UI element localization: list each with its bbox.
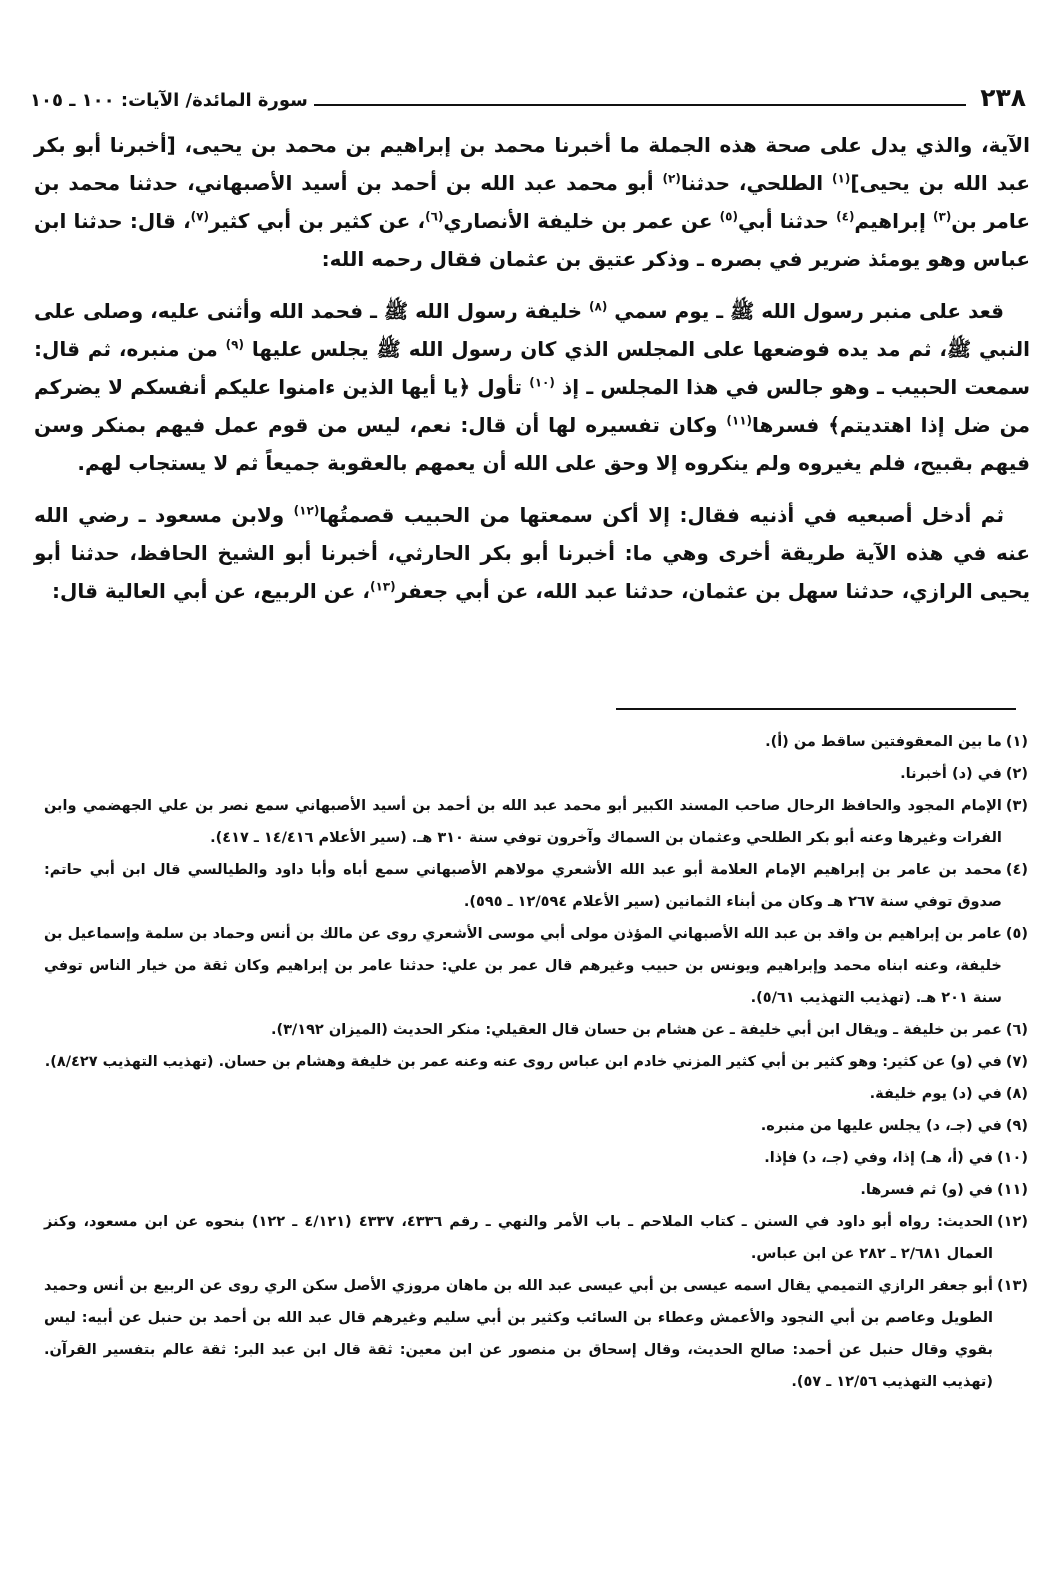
text-run: من منبره، ثم قال: سمعت الحبيب ـ وهو جالس في هذا المجلس ـ إذ — [34, 337, 1030, 399]
footnote-text: في (أ، هـ) إذا، وفي (جـ، د) فإذا. — [764, 1150, 994, 1166]
footnote-ref[interactable]: (٤) — [836, 209, 855, 224]
footnote-number: (١١) — [997, 1182, 1028, 1198]
footnote-number: (٥) — [1005, 926, 1028, 942]
footnote-text: عمر بن خليفة ـ ويقال ابن أبي خليفة ـ عن هشام بن حسان قال العقيلي: منكر الحديث (الميزان ٣/١٩٢). — [270, 1022, 1002, 1038]
footnote-text: أبو جعفر الرازي التميمي يقال اسمه عيسى بن أبي عيسى عبد الله بن ماهان مروزي الأصل سكن الري روى عن الربيع بن أنس وحميد الطويل وعاصم بن أبي النجود والأعمش وعطاء بن السائب وكثير بن أبي سليم وغيرهم قال عبد الله بن أحمد بن حنبل عن أبيه: ليس بقوي وقال حنبل عن أحمد: صالح الحديث، وقال إسحاق بن منصور عن ابن معين: ثقة قال ابن عبد البر: ثقة عالم بتفسير القرآن. (تهذيب التهذيب ١٢/٥٦ ـ ٥٧). — [44, 1278, 994, 1390]
footnotes — [44, 726, 1028, 1398]
footnote-ref[interactable]: (١١) — [726, 413, 753, 428]
footnote-ref[interactable]: (٥) — [719, 209, 738, 224]
footnote-ref[interactable]: (١٣) — [369, 579, 396, 594]
footnote-text: في (و) ثم فسرها. — [860, 1182, 994, 1198]
footnote-ref[interactable]: (١) — [832, 171, 851, 186]
footnote — [44, 1014, 1028, 1046]
footnote — [44, 1206, 1028, 1270]
text-run: أبو محمد عبد الله بن أحمد بن أسيد الأصبهاني، حدثنا محمد بن عامر بن — [34, 171, 1030, 233]
footnote-number: (٧) — [1005, 1054, 1028, 1070]
footnote-ref[interactable]: (١٢) — [293, 503, 320, 518]
header-rule — [314, 104, 966, 106]
footnote-text: في (و) عن كثير: وهو كثير بن أبي كثير المزني خادم ابن عباس روى عنه وعنه عمر بن خليفة وهشام بن حسان. (تهذيب التهذيب ٨/٤٢٧). — [44, 1054, 1002, 1070]
footnote — [44, 1270, 1028, 1398]
footnote — [44, 726, 1028, 758]
footnote-number: (٣) — [1005, 798, 1028, 814]
footnote-separator — [616, 708, 1016, 710]
text-run: الطلحي، حدثنا — [680, 171, 833, 195]
footnote-number: (١٠) — [997, 1150, 1028, 1166]
footnote — [44, 1110, 1028, 1142]
footnote-text: الإمام المجود والحافظ الرحال صاحب المسند الكبير أبو محمد عبد الله بن أحمد بن أسيد الأصبهاني سمع نصر بن علي الجهضمي وابن الفرات وغيرها وعنه أبو بكر الطلحي وعثمان بن السماك وآخرون توفي سنة ٣١٠ هـ. (سير الأعلام ١٤/٤١٦ ـ ٤١٧). — [44, 798, 1002, 846]
footnote-number: (٢) — [1005, 766, 1028, 782]
footnote-number: (٦) — [1005, 1022, 1028, 1038]
paragraph-hadith — [34, 292, 1030, 482]
page-number: ٢٣٨ — [980, 83, 1026, 112]
text-run: تأول ﴿يا أيها الذين ءامنوا عليكم أنفسكم لا يضركم من ضل إذا اهتديتم﴾ فسرها — [34, 375, 1031, 437]
footnote-number: (٩) — [1005, 1118, 1028, 1134]
footnote-ref[interactable]: (٨) — [589, 299, 608, 314]
footnote-text: ما بين المعقوفتين ساقط من (أ). — [765, 734, 1002, 750]
footnote-text: في (جـ، د) يجلس عليها من منبره. — [760, 1118, 1002, 1134]
footnote-number: (١) — [1005, 734, 1028, 750]
footnote-ref[interactable]: (٧) — [190, 209, 209, 224]
running-header — [30, 76, 1026, 110]
footnote-text: الحديث: رواه أبو داود في السنن ـ كتاب الملاحم ـ باب الأمر والنهي ـ رقم ٤٣٣٦، ٤٣٣٧ (٤/١٢١ ـ ١٢٢) بنحوه عن ابن مسعود، وكنز العمال ٢/٦٨١ ـ ٢٨٢ عن ابن عباس. — [44, 1214, 994, 1262]
footnote-number: (٤) — [1005, 862, 1028, 878]
text-run: ، قال: حدثنا ابن عباس وهو يومئذ ضرير في بصره ـ وذكر عتيق بن عثمان فقال رحمه الله: — [34, 209, 1030, 271]
paragraph-ibn-masud — [34, 496, 1030, 610]
text-run: حدثنا أبي — [737, 209, 837, 233]
text-run: ، عن كثير بن أبي كثير — [208, 209, 426, 233]
footnote-number: (١٢) — [997, 1214, 1028, 1230]
footnote — [44, 1142, 1028, 1174]
footnote — [44, 918, 1028, 1014]
footnote-text: عامر بن إبراهيم بن واقد بن عبد الله الأصبهاني المؤذن مولى أبي موسى الأشعري روى عن مالك بن أنس وحماد بن سلمة وإسماعيل بن خليفة، وعنه ابناه محمد وإبراهيم ويونس بن حبيب وغيرهم قال عمر بن علي: حدثنا عامر بن إبراهيم وكان ثقة من خيار الناس توفي سنة ٢٠١ هـ. (تهذيب التهذيب ٥/٦١). — [44, 926, 1002, 1006]
text-run: عن عمر بن خليفة الأنصاري — [443, 209, 720, 233]
text-run: الآية، والذي يدل على صحة هذه الجملة ما أخبرنا محمد بن إبراهيم بن محمد بن يحيى، [أخبرنا أبو بكر عبد الله بن يحيى] — [34, 133, 1030, 195]
footnote-ref[interactable]: (٦) — [425, 209, 444, 224]
footnote — [44, 758, 1028, 790]
footnote-ref[interactable]: (٢) — [662, 171, 681, 186]
paragraph-isnad — [34, 126, 1030, 278]
footnote — [44, 1174, 1028, 1206]
text-run: قعد على منبر رسول الله ﷺ ـ يوم سمي — [607, 299, 1005, 323]
footnote-number: (١٣) — [997, 1278, 1028, 1294]
footnote — [44, 1078, 1028, 1110]
text-run: ثم أدخل أصبعيه في أذنيه فقال: إلا أكن سمعتها من الحبيب قصمتُها — [319, 503, 1004, 527]
text-run: إبراهيم — [854, 209, 933, 233]
footnote — [44, 854, 1028, 918]
footnote-text: محمد بن عامر بن إبراهيم الإمام العلامة أبو عبد الله الأشعري مولاهم الأصبهاني سمع أباه وأبا داود والطيالسي قال ابن أبي حاتم: صدوق توفي سنة ٢٦٧ هـ وكان من أبناء الثمانين (سير الأعلام ١٢/٥٩٤ ـ ٥٩٥). — [44, 862, 1002, 910]
footnote — [44, 790, 1028, 854]
footnote-text: في (د) أخبرنا. — [900, 766, 1002, 782]
footnote-ref[interactable]: (٩) — [225, 337, 244, 352]
text-run: ولابن مسعود ـ رضي الله عنه في هذه الآية طريقة أخرى وهي ما: أخبرنا أبو بكر الحارثي، أخبرنا أبو الشيخ الحافظ، حدثنا أبو يحيى الرازي، حدثنا سهل بن عثمان، حدثنا عبد الله، عن أبي جعفر — [34, 503, 1030, 603]
footnote-text: في (د) يوم خليفة. — [869, 1086, 1002, 1102]
main-text — [34, 126, 1030, 624]
text-run: وكان تفسيره لها أن قال: نعم، ليس من قوم عمل فيهم بمنكر وسن فيهم بقبيح، فلم يغيروه ولم ينكروه إلا وحق على الله أن يعمهم بالعقوبة جميعاً ثم لا يستجاب لهم. — [34, 413, 1030, 475]
text-run: ، عن الربيع، عن أبي العالية قال: — [52, 579, 370, 603]
footnote-ref[interactable]: (١٠) — [529, 375, 555, 390]
footnote — [44, 1046, 1028, 1078]
text-run: خليفة رسول الله ﷺ ـ فحمد الله وأثنى عليه، وصلى على النبي ﷺ، ثم مد يده فوضعها على المجلس الذي كان رسول الله ﷺ يجلس عليها — [34, 299, 1030, 361]
footnote-ref[interactable]: (٣) — [933, 209, 952, 224]
footnote-number: (٨) — [1005, 1086, 1028, 1102]
running-title: سورة المائدة/ الآيات: ١٠٠ ـ ١٠٥ — [30, 90, 308, 111]
